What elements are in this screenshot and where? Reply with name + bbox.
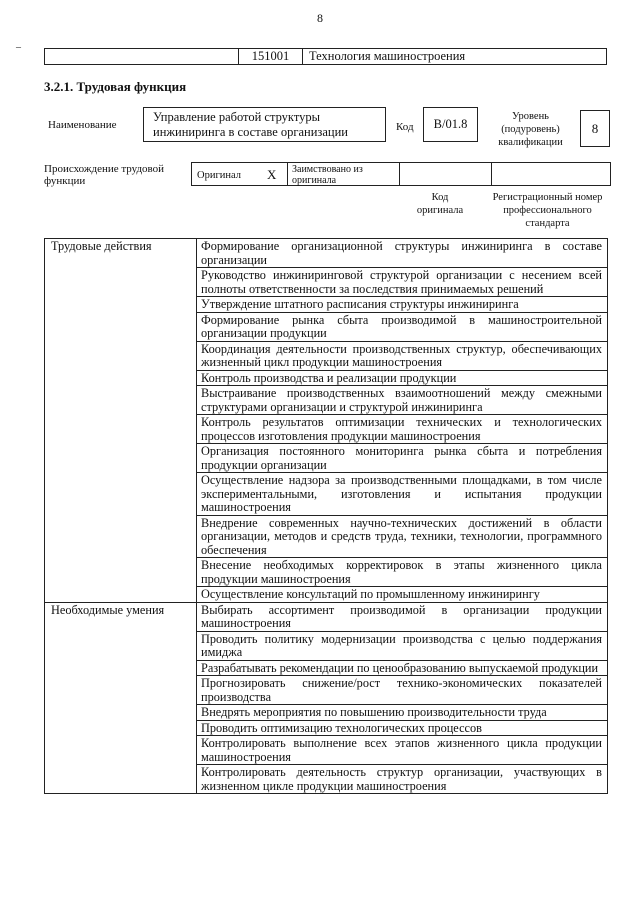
function-name-value: Управление работой структуры инжиниринга в составе организации — [143, 107, 386, 142]
labor-action-item: Организация постоянного мониторинга рынка сбыта и потребления продукции организации — [197, 444, 608, 473]
qualification-level-label: Уровень (подуровень) квалификации — [498, 111, 563, 148]
page-number: 8 — [317, 11, 323, 25]
origin-table — [191, 162, 611, 186]
specialty-code: 151001 — [238, 49, 302, 64]
labor-action-item: Утверждение штатного расписания структуры инжиниринга — [197, 297, 608, 313]
origin-code-cell — [399, 163, 491, 185]
required-skill-item: Внедрять мероприятия по повышению производительности труда — [197, 705, 608, 721]
header-code-strip — [44, 48, 607, 65]
corner-mark: – — [16, 42, 21, 53]
labor-action-item: Руководство инжиниринговой структурой организации с несением всей полноты ответственности за последствия принимаемых решений — [197, 268, 608, 297]
labor-action-item: Осуществление консультаций по промышленному инжинирингу — [197, 587, 608, 603]
labor-action-item: Выстраивание производственных взаимоотношений между смежными структурами организации и структурой инжиниринга — [197, 386, 608, 415]
labor-action-header: Трудовые действия — [45, 239, 197, 603]
qualification-level-value: 8 — [580, 110, 610, 147]
function-code-value: B/01.8 — [423, 107, 478, 142]
labor-action-item: Формирование организационной структуры инжиниринга в составе организации — [197, 239, 608, 268]
registration-number-label: Регистрационный номер профессионального стандарта — [492, 192, 603, 229]
specialty-name: Технология машиностроения — [302, 49, 606, 64]
required-skill-item: Контролировать выполнение всех этапов жизненного цикла продукции машиностроения — [197, 736, 608, 765]
labor-action-item: Контроль результатов оптимизации технических и технологических процессов изготовления продукции машиностроения — [197, 415, 608, 444]
labor-action-item: Внесение необходимых корректировок в этапы жизненного цикла продукции машиностроения — [197, 558, 608, 587]
labor-action-item: Формирование рынка сбыта производимой в машиностроительной организации продукции — [197, 312, 608, 341]
labor-action-item: Внедрение современных научно-технических достижений в области организации, методов и средств труда, техники, технологии, программного обеспечения — [197, 515, 608, 558]
required-skill-item: Прогнозировать снижение/рост технико-экономических показателей производства — [197, 676, 608, 705]
origin-registration-cell — [491, 163, 610, 185]
labor-action-row — [45, 239, 608, 268]
required-skill-item: Разрабатывать рекомендации по ценообразованию выпускаемой продукции — [197, 660, 608, 676]
required-skill-row — [45, 602, 608, 631]
required-skill-item: Проводить политику модернизации производства с целью поддержания имиджа — [197, 631, 608, 660]
section-heading: 3.2.1. Трудовая функция — [44, 79, 187, 94]
labor-action-item: Осуществление надзора за производственными площадками, в том числе экспериментальными, изготовления и испытания продукции машиностроения — [197, 473, 608, 516]
required-skill-item: Проводить оптимизацию технологических процессов — [197, 720, 608, 736]
function-origin-label: Происхождение трудовой функции — [44, 163, 165, 187]
labor-action-item: Координация деятельности производственных структур, обеспечивающих жизненный цикл продукции машиностроения — [197, 341, 608, 370]
required-skill-item: Выбирать ассортимент производимой в организации продукции машиностроения — [197, 602, 608, 631]
original-code-label: Код оригинала — [416, 192, 464, 216]
function-name-label: Наименование — [48, 119, 117, 131]
function-content-table — [44, 238, 608, 794]
required-skill-item: Контролировать деятельность структур организации, участвующих в жизненном цикле продукции машиностроения — [197, 765, 608, 794]
origin-original-mark: X — [267, 167, 277, 182]
origin-borrowed-label: Заимствовано из оригинала — [287, 163, 399, 185]
origin-original-label: Оригинал — [197, 170, 241, 181]
required-skill-header: Необходимые умения — [45, 602, 197, 794]
labor-action-item: Контроль производства и реализации продукции — [197, 370, 608, 386]
function-code-label: Код — [396, 121, 414, 133]
